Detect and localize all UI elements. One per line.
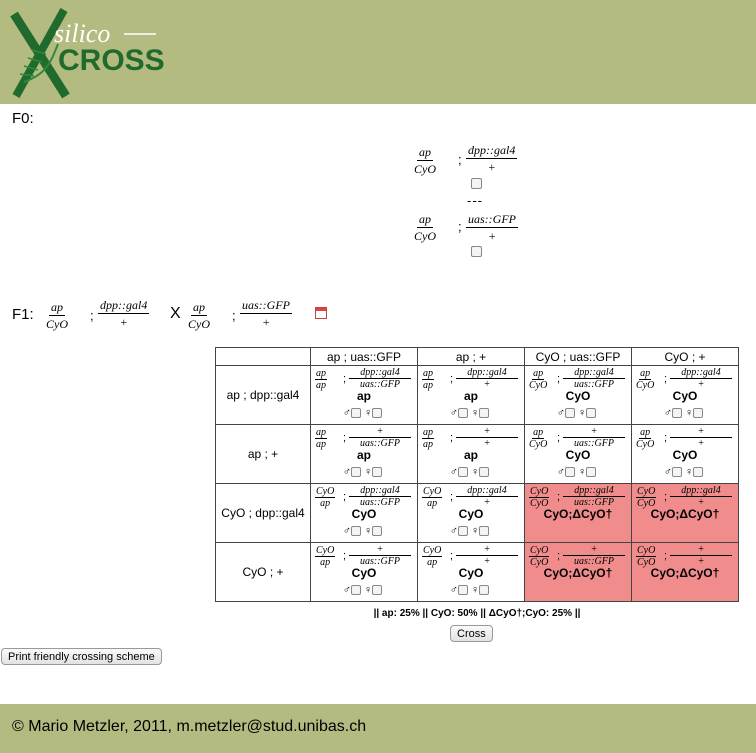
phenotype-label: CyO bbox=[458, 566, 484, 580]
female-checkbox[interactable] bbox=[586, 467, 596, 477]
f0-p1-chr3-den: + bbox=[487, 160, 496, 174]
chr3-den: uas::GFP bbox=[574, 438, 614, 449]
female-checkbox[interactable] bbox=[372, 526, 382, 536]
chr2-fraction bbox=[529, 427, 547, 450]
punnett-cell bbox=[418, 484, 525, 543]
chr3-fraction bbox=[349, 367, 411, 390]
f1-parent2-chr3 bbox=[240, 298, 292, 329]
chr2-den: ap bbox=[427, 498, 438, 509]
chr3-fraction bbox=[670, 544, 732, 567]
semicolon: ; bbox=[664, 550, 668, 562]
punnett-cell bbox=[311, 366, 418, 425]
punnett-cell bbox=[311, 543, 418, 602]
punnett-cell bbox=[632, 543, 739, 602]
f0-p2-chr2-den: CyO bbox=[414, 229, 436, 243]
ratio-summary: || ap: 25% || CyO: 50% || ΔCyO†;CyO: 25% || bbox=[373, 608, 581, 619]
chr3-num: dpp::gal4 bbox=[456, 485, 518, 497]
female-icon: ♀ bbox=[578, 407, 587, 419]
male-icon: ♂ bbox=[449, 466, 458, 478]
male-checkbox[interactable] bbox=[351, 408, 361, 418]
chr2-fraction bbox=[529, 486, 549, 509]
chr2-num: CyO bbox=[316, 486, 335, 497]
chr2-num: ap bbox=[640, 368, 651, 379]
f0-parent1-chr2 bbox=[414, 145, 436, 176]
f1-p1-chr3-den: + bbox=[119, 315, 128, 329]
f0-parent2-chr2 bbox=[414, 212, 436, 243]
male-icon: ♂ bbox=[342, 525, 351, 537]
chr3-num: + bbox=[563, 544, 625, 556]
chr3-fraction bbox=[563, 426, 625, 449]
phenotype-label: CyO bbox=[672, 389, 698, 403]
chr3-fraction bbox=[349, 485, 411, 508]
chr3-den: + bbox=[483, 497, 491, 508]
chr2-fraction bbox=[422, 368, 434, 391]
chr2-num: CyO bbox=[423, 545, 442, 556]
female-icon: ♀ bbox=[364, 584, 373, 596]
semicolon: ; bbox=[557, 432, 561, 444]
f1-p2-chr2-num: ap bbox=[193, 300, 205, 314]
chr2-fraction bbox=[636, 545, 656, 568]
phenotype-label: CyO;ΔCyO† bbox=[650, 507, 720, 521]
female-checkbox[interactable] bbox=[586, 408, 596, 418]
chr3-num: + bbox=[456, 544, 518, 556]
male-icon: ♂ bbox=[663, 466, 672, 478]
chr3-fraction bbox=[456, 544, 518, 567]
cross-symbol: X bbox=[170, 305, 181, 322]
logo-bottom-text: CROSS bbox=[58, 44, 165, 77]
chr2-den: CyO bbox=[637, 498, 656, 509]
chr2-num: CyO bbox=[530, 545, 549, 556]
chr3-num: + bbox=[670, 426, 732, 438]
chr2-den: ap bbox=[320, 557, 331, 568]
semicolon: ; bbox=[343, 491, 347, 503]
punnett-cell bbox=[632, 484, 739, 543]
semicolon: ; bbox=[450, 373, 454, 385]
chr3-den: + bbox=[697, 379, 705, 390]
chr3-den: uas::GFP bbox=[574, 556, 614, 567]
chr2-num: ap bbox=[640, 427, 651, 438]
col-header: ap ; uas::GFP bbox=[311, 348, 418, 366]
male-icon: ♂ bbox=[342, 584, 351, 596]
chr3-den: uas::GFP bbox=[360, 497, 400, 508]
chr2-den: CyO bbox=[529, 380, 548, 391]
chr2-num: CyO bbox=[637, 486, 656, 497]
chr2-fraction bbox=[636, 427, 654, 450]
phenotype-label: CyO bbox=[565, 448, 591, 462]
chr2-fraction bbox=[315, 545, 335, 568]
f1-p1-chr3-num: dpp::gal4 bbox=[100, 298, 148, 312]
female-checkbox[interactable] bbox=[479, 526, 489, 536]
punnett-cell bbox=[525, 366, 632, 425]
chr2-num: CyO bbox=[423, 486, 442, 497]
chr2-fraction bbox=[422, 427, 434, 450]
female-icon: ♀ bbox=[471, 466, 480, 478]
chr2-den: ap bbox=[316, 380, 326, 391]
chr2-num: ap bbox=[316, 427, 326, 438]
chr3-num: + bbox=[670, 544, 732, 556]
sex-selector bbox=[418, 407, 524, 419]
chr2-fraction bbox=[422, 486, 442, 509]
chr2-den: CyO bbox=[530, 557, 549, 568]
chr3-num: + bbox=[349, 544, 411, 556]
cross-button[interactable]: Cross bbox=[450, 625, 493, 642]
sex-selector bbox=[418, 525, 524, 537]
chr2-den: ap bbox=[423, 439, 433, 450]
semicolon: ; bbox=[450, 550, 454, 562]
chr3-den: uas::GFP bbox=[360, 438, 400, 449]
chr2-fraction bbox=[422, 545, 442, 568]
f1-label: F1: bbox=[12, 306, 34, 323]
chr2-fraction bbox=[315, 368, 327, 391]
chr3-num: dpp::gal4 bbox=[349, 485, 411, 497]
chr3-num: dpp::gal4 bbox=[563, 485, 625, 497]
chr3-fraction bbox=[670, 367, 732, 390]
semicolon: ; bbox=[343, 432, 347, 444]
chr3-den: uas::GFP bbox=[574, 379, 614, 390]
chr2-den: ap bbox=[316, 439, 326, 450]
male-checkbox[interactable] bbox=[565, 408, 575, 418]
punnett-cell bbox=[525, 543, 632, 602]
semicolon: ; bbox=[232, 308, 236, 323]
chr3-den: uas::GFP bbox=[360, 556, 400, 567]
female-icon: ♀ bbox=[364, 525, 373, 537]
sex-selector bbox=[311, 407, 417, 419]
female-checkbox[interactable] bbox=[693, 408, 703, 418]
chr2-den: ap bbox=[320, 498, 331, 509]
f0-p1-chr2-den: CyO bbox=[414, 162, 436, 176]
punnett-cell bbox=[311, 425, 418, 484]
male-checkbox[interactable] bbox=[351, 585, 361, 595]
chr3-den: uas::GFP bbox=[360, 379, 400, 390]
female-icon: ♀ bbox=[685, 407, 694, 419]
footer bbox=[0, 704, 756, 753]
male-checkbox[interactable] bbox=[565, 467, 575, 477]
sex-selector bbox=[632, 407, 738, 419]
semicolon: ; bbox=[343, 373, 347, 385]
female-icon: ♀ bbox=[471, 584, 480, 596]
print-scheme-button[interactable]: Print friendly crossing scheme bbox=[1, 648, 162, 665]
f0-parent2-checkbox[interactable] bbox=[471, 246, 482, 257]
row-header: ap ; + bbox=[216, 425, 311, 484]
f1-parent1-chr2 bbox=[46, 300, 68, 331]
semicolon: ; bbox=[664, 373, 668, 385]
chr3-num: + bbox=[349, 426, 411, 438]
female-checkbox[interactable] bbox=[693, 467, 703, 477]
chr3-den: + bbox=[483, 438, 491, 449]
chr2-den: ap bbox=[423, 380, 433, 391]
sex-selector bbox=[311, 466, 417, 478]
row-header: ap ; dpp::gal4 bbox=[216, 366, 311, 425]
punnett-cell bbox=[525, 484, 632, 543]
f1-p2-chr3-num: uas::GFP bbox=[242, 298, 290, 312]
chr2-fraction bbox=[315, 427, 327, 450]
chr3-den: + bbox=[697, 438, 705, 449]
male-icon: ♂ bbox=[449, 525, 458, 537]
punnett-square bbox=[215, 347, 739, 602]
chr2-den: CyO bbox=[637, 557, 656, 568]
female-icon: ♀ bbox=[364, 407, 373, 419]
phenotype-label: ap bbox=[463, 389, 478, 403]
female-icon: ♀ bbox=[471, 525, 480, 537]
semicolon: ; bbox=[450, 491, 454, 503]
punnett-cell bbox=[418, 366, 525, 425]
punnett-cell bbox=[525, 425, 632, 484]
male-checkbox[interactable] bbox=[458, 585, 468, 595]
phenotype-label: CyO;ΔCyO† bbox=[650, 566, 720, 580]
female-checkbox[interactable] bbox=[372, 585, 382, 595]
male-checkbox[interactable] bbox=[351, 467, 361, 477]
punnett-cell bbox=[632, 425, 739, 484]
phenotype-label: CyO;ΔCyO† bbox=[543, 507, 613, 521]
chr2-fraction bbox=[636, 368, 654, 391]
phenotype-label: ap bbox=[356, 448, 371, 462]
f0-label: F0: bbox=[12, 110, 34, 127]
chr2-den: CyO bbox=[530, 498, 549, 509]
semicolon: ; bbox=[557, 550, 561, 562]
chr2-num: ap bbox=[533, 368, 544, 379]
punnett-cell bbox=[418, 425, 525, 484]
chr3-num: dpp::gal4 bbox=[670, 367, 732, 379]
male-icon: ♂ bbox=[556, 407, 565, 419]
chr3-fraction bbox=[670, 485, 732, 508]
male-icon: ♂ bbox=[449, 584, 458, 596]
f0-parent1-checkbox[interactable] bbox=[471, 178, 482, 189]
chr3-num: + bbox=[456, 426, 518, 438]
col-header: ap ; + bbox=[418, 348, 525, 366]
f0-p2-chr3-den: + bbox=[487, 229, 497, 243]
chr2-num: ap bbox=[423, 368, 433, 379]
male-checkbox[interactable] bbox=[458, 526, 468, 536]
male-checkbox[interactable] bbox=[351, 526, 361, 536]
chr2-fraction bbox=[636, 486, 656, 509]
male-icon: ♂ bbox=[663, 407, 672, 419]
chr3-fraction bbox=[670, 426, 732, 449]
chr3-fraction bbox=[456, 426, 518, 449]
female-icon: ♀ bbox=[364, 466, 373, 478]
footer-copyright: © Mario Metzler, 2011, m.metzler@stud.unibas.ch bbox=[12, 718, 367, 735]
semicolon: ; bbox=[458, 152, 462, 167]
chr3-num: + bbox=[563, 426, 625, 438]
phenotype-label: CyO;ΔCyO† bbox=[543, 566, 613, 580]
male-checkbox[interactable] bbox=[458, 467, 468, 477]
chr2-num: ap bbox=[423, 427, 433, 438]
f0-p1-chr3-num: dpp::gal4 bbox=[468, 143, 516, 157]
f0-separator: --- bbox=[467, 193, 483, 208]
chr2-num: ap bbox=[316, 368, 326, 379]
chr2-den: CyO bbox=[636, 439, 655, 450]
chr3-fraction bbox=[456, 367, 518, 390]
sex-selector bbox=[311, 584, 417, 596]
female-checkbox[interactable] bbox=[479, 585, 489, 595]
male-checkbox[interactable] bbox=[672, 467, 682, 477]
chr2-num: CyO bbox=[530, 486, 549, 497]
chr3-num: dpp::gal4 bbox=[349, 367, 411, 379]
sex-selector bbox=[525, 407, 631, 419]
phenotype-label: CyO bbox=[672, 448, 698, 462]
chr3-fraction bbox=[563, 367, 625, 390]
chr3-den: + bbox=[483, 379, 491, 390]
row-header: CyO ; + bbox=[216, 543, 311, 602]
male-icon: ♂ bbox=[449, 407, 458, 419]
chr3-fraction bbox=[563, 485, 625, 508]
male-icon: ♂ bbox=[342, 407, 351, 419]
f1-parent2-chr2 bbox=[188, 300, 210, 331]
chr3-den: + bbox=[697, 497, 705, 508]
male-icon: ♂ bbox=[556, 466, 565, 478]
f0-p2-chr2-num: ap bbox=[419, 212, 431, 226]
corner-cell bbox=[216, 348, 311, 366]
male-icon: ♂ bbox=[342, 466, 351, 478]
f0-parent1-chr3 bbox=[466, 143, 517, 174]
f1-p1-chr2-den: CyO bbox=[46, 317, 68, 331]
sex-selector bbox=[632, 466, 738, 478]
female-checkbox[interactable] bbox=[479, 467, 489, 477]
col-header: CyO ; + bbox=[632, 348, 739, 366]
f0-p1-chr2-num: ap bbox=[419, 145, 431, 159]
chr2-den: CyO bbox=[529, 439, 548, 450]
chr2-num: CyO bbox=[637, 545, 656, 556]
female-checkbox[interactable] bbox=[479, 408, 489, 418]
f1-p2-chr3-den: + bbox=[261, 315, 271, 329]
f0-p2-chr3-num: uas::GFP bbox=[468, 212, 516, 226]
semicolon: ; bbox=[557, 373, 561, 385]
female-checkbox[interactable] bbox=[372, 408, 382, 418]
row-header: CyO ; dpp::gal4 bbox=[216, 484, 311, 543]
phenotype-label: CyO bbox=[458, 507, 484, 521]
phenotype-label: ap bbox=[356, 389, 371, 403]
phenotype-label: CyO bbox=[351, 566, 377, 580]
female-icon: ♀ bbox=[578, 466, 587, 478]
chr2-fraction bbox=[529, 545, 549, 568]
phenotype-label: ap bbox=[463, 448, 478, 462]
female-icon: ♀ bbox=[685, 466, 694, 478]
chr3-fraction bbox=[349, 426, 411, 449]
sex-selector bbox=[525, 466, 631, 478]
chr2-den: ap bbox=[427, 557, 438, 568]
female-checkbox[interactable] bbox=[372, 467, 382, 477]
semicolon: ; bbox=[557, 491, 561, 503]
calendar-icon[interactable] bbox=[315, 307, 327, 319]
semicolon: ; bbox=[343, 550, 347, 562]
punnett-cell bbox=[632, 366, 739, 425]
female-icon: ♀ bbox=[471, 407, 480, 419]
chr3-den: + bbox=[697, 556, 705, 567]
chr2-fraction bbox=[529, 368, 547, 391]
f1-p1-chr2-num: ap bbox=[51, 300, 63, 314]
chr3-num: dpp::gal4 bbox=[456, 367, 518, 379]
chr3-fraction bbox=[349, 544, 411, 567]
silicocross-logo bbox=[6, 4, 166, 102]
semicolon: ; bbox=[664, 491, 668, 503]
chr3-num: dpp::gal4 bbox=[563, 367, 625, 379]
chr3-den: uas::GFP bbox=[574, 497, 614, 508]
male-checkbox[interactable] bbox=[458, 408, 468, 418]
semicolon: ; bbox=[90, 308, 94, 323]
chr2-num: ap bbox=[533, 427, 544, 438]
phenotype-label: CyO bbox=[565, 389, 591, 403]
sex-selector bbox=[311, 525, 417, 537]
phenotype-label: CyO bbox=[351, 507, 377, 521]
header-banner bbox=[0, 0, 756, 104]
chr3-fraction bbox=[456, 485, 518, 508]
chr3-den: + bbox=[483, 556, 491, 567]
logo-top-text: silico bbox=[54, 19, 111, 48]
semicolon: ; bbox=[664, 432, 668, 444]
f0-parent2-chr3 bbox=[466, 212, 518, 243]
chr3-fraction bbox=[563, 544, 625, 567]
semicolon: ; bbox=[450, 432, 454, 444]
chr2-den: CyO bbox=[636, 380, 655, 391]
col-header: CyO ; uas::GFP bbox=[525, 348, 632, 366]
semicolon: ; bbox=[458, 219, 462, 234]
f1-parent1-chr3 bbox=[98, 298, 149, 329]
male-checkbox[interactable] bbox=[672, 408, 682, 418]
chr2-fraction bbox=[315, 486, 335, 509]
punnett-cell bbox=[311, 484, 418, 543]
chr3-num: dpp::gal4 bbox=[670, 485, 732, 497]
chr2-num: CyO bbox=[316, 545, 335, 556]
f1-p2-chr2-den: CyO bbox=[188, 317, 210, 331]
sex-selector bbox=[418, 466, 524, 478]
sex-selector bbox=[418, 584, 524, 596]
punnett-cell bbox=[418, 543, 525, 602]
